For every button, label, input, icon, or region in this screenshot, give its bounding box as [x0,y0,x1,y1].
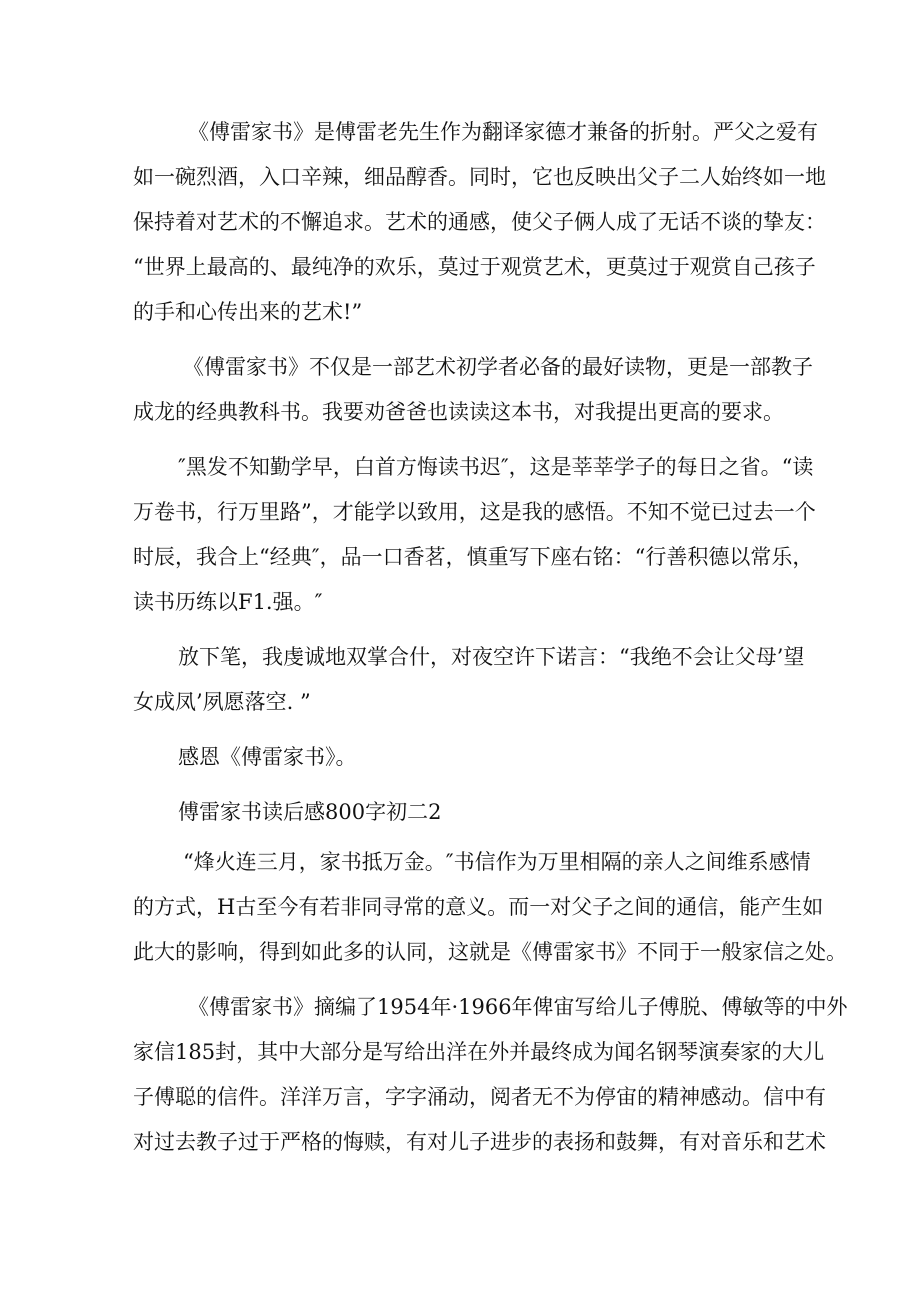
text-line: 的方式，H古至今有若非同寻常的意义。而一对父子之间的通信，能产生如 [133,895,824,919]
text-line: 对过去教子过于严格的悔赎，有对儿子进步的表扬和鼓舞，有对音乐和艺术 [133,1130,826,1154]
text-line: 《傅雷家书》是傅雷老先生作为翻译家德才兼备的折射。严父之爱有 [188,120,818,144]
text-line: 感恩《傅雷家书》。 [178,745,357,769]
text-line: 放下笔，我虔诚地双掌合什，对夜空许下诺言：“我绝不会让父母’望 [178,645,805,669]
text-line: 《傅雷家书》摘编了1954年·1966年俾宙写给儿子傅脱、傅敏等的中外 [188,995,848,1019]
text-line: 子傅聪的信件。洋洋万言，字字涌动，阅者无不为停宙的精神感动。信中有 [133,1085,826,1109]
section-heading: 傅雷家书读后感800字初二2 [178,800,442,824]
text-line: 此大的影响，得到如此多的认同，这就是《傅雷家书》不同于一般家信之处。 [133,940,847,964]
text-line: 如一碗烈酒，入口辛辣，细品醇香。同时，它也反映出父子二人始终如一地 [133,165,826,189]
text-line: 读书历练以F1.强。″ [133,590,323,614]
text-line: ″黑发不知勤学早，白首方悔读书迟″，这是莘莘学子的每日之省。“读 [178,455,814,479]
text-line: 的手和心传出来的艺术!” [133,300,363,324]
text-line: 保持着对艺术的不懈追求。艺术的通感，使父子俩人成了无话不谈的挚友： [133,210,826,234]
text-line: “烽火连三月，家书抵万金。″书信作为万里相隔的亲人之间维系感情 [183,850,811,874]
text-line: 时辰，我合上“经典″，品一口香茗，慎重写下座右铭：“行善积德以常乐， [133,545,814,569]
text-line: 《傅雷家书》不仅是一部艺术初学者必备的最好读物，更是一部教子 [183,355,813,379]
text-line: 成龙的经典教科书。我要劝爸爸也读读这本书，对我提出更高的要求。 [133,400,784,424]
text-line: 家信185封，其中大部分是写给出洋在外并最终成为闻名钢琴演奏家的大儿 [133,1040,825,1064]
text-line: 女成凤’夙愿落空. ” [133,690,311,714]
text-line: 万卷书，行万里路”，才能学以致用，这是我的感悟。不知不觉已过去一个 [133,500,816,524]
text-line: “世界上最高的、最纯净的欢乐，莫过于观赏艺术，更莫过于观赏自己孩子 [133,255,816,279]
